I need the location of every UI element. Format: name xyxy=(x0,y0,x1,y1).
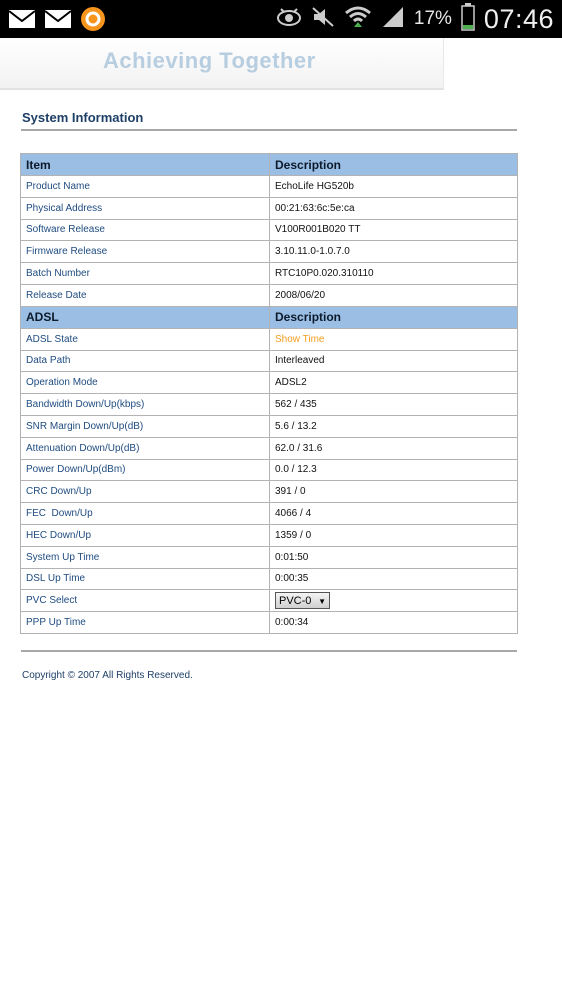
clock: 07:46 xyxy=(483,3,554,34)
table-row xyxy=(21,328,518,350)
app-icon xyxy=(80,6,106,37)
banner-slogan: Achieving Together xyxy=(103,48,316,73)
pvc-select[interactable] xyxy=(275,592,330,609)
table-row xyxy=(21,176,518,198)
table-row xyxy=(21,546,518,568)
row-value: Interleaved xyxy=(270,350,518,372)
title-divider xyxy=(21,129,517,131)
row-label: DSL Up Time xyxy=(21,568,270,590)
row-label: Data Path xyxy=(21,350,270,372)
row-value: 0.0 / 12.3 xyxy=(270,459,518,481)
table-row xyxy=(21,415,518,437)
row-label: FEC Down/Up xyxy=(21,503,270,525)
mail-icon xyxy=(44,9,72,34)
battery-fill xyxy=(463,25,473,29)
row-value: 0:00:34 xyxy=(270,612,518,634)
row-value: EchoLife HG520b xyxy=(270,176,518,198)
row-label: Batch Number xyxy=(21,263,270,285)
row-label: Attenuation Down/Up(dB) xyxy=(21,437,270,459)
row-label: SNR Margin Down/Up(dB) xyxy=(21,415,270,437)
status-bar xyxy=(0,0,562,38)
row-label: Product Name xyxy=(21,176,270,198)
row-label: Physical Address xyxy=(21,197,270,219)
table-row xyxy=(21,481,518,503)
row-value: V100R001B020 TT xyxy=(270,219,518,241)
row-label: ADSL State xyxy=(21,328,270,350)
table-row xyxy=(21,197,518,219)
row-value: 3.10.11.0-1.0.7.0 xyxy=(270,241,518,263)
table-header-row xyxy=(21,154,518,176)
row-label: CRC Down/Up xyxy=(21,481,270,503)
table-row xyxy=(21,612,518,634)
eye-icon xyxy=(276,7,302,32)
row-value: 00:21:63:6c:5e:ca xyxy=(270,197,518,219)
table-row xyxy=(21,372,518,394)
footer-divider xyxy=(21,650,517,652)
header-banner xyxy=(0,38,444,90)
row-value: 62.0 / 31.6 xyxy=(270,437,518,459)
pvc-select-value: PVC-0 xyxy=(279,595,312,608)
row-value: 562 / 435 xyxy=(270,394,518,416)
copyright-text: Copyright © 2007 All Rights Reserved. xyxy=(22,670,193,681)
table-row xyxy=(21,524,518,546)
row-label: Firmware Release xyxy=(21,241,270,263)
header-description: Description xyxy=(270,154,518,176)
row-label: Software Release xyxy=(21,219,270,241)
adsl-state-value: Show Time xyxy=(270,328,518,350)
row-label: Bandwidth Down/Up(kbps) xyxy=(21,394,270,416)
adsl-header-row xyxy=(21,306,518,328)
header-adsl: ADSL xyxy=(21,306,270,328)
wifi-icon xyxy=(344,4,372,35)
table-row xyxy=(21,284,518,306)
signal-icon xyxy=(381,5,405,34)
row-value: RTC10P0.020.310110 xyxy=(270,263,518,285)
row-value: 0:01:50 xyxy=(270,546,518,568)
dropdown-arrow-icon: ▼ xyxy=(318,597,326,607)
table-row xyxy=(21,503,518,525)
row-label: HEC Down/Up xyxy=(21,524,270,546)
table-row xyxy=(21,459,518,481)
table-row xyxy=(21,263,518,285)
row-value: 1359 / 0 xyxy=(270,524,518,546)
table-row xyxy=(21,350,518,372)
row-label: PVC Select xyxy=(21,590,270,612)
row-label: Operation Mode xyxy=(21,372,270,394)
mute-icon xyxy=(311,6,335,33)
battery-percent: 17% xyxy=(413,8,452,29)
row-value: 5.6 / 13.2 xyxy=(270,415,518,437)
row-label: PPP Up Time xyxy=(21,612,270,634)
table-row xyxy=(21,394,518,416)
header-description: Description xyxy=(270,306,518,328)
system-info-table xyxy=(20,153,518,634)
table-row xyxy=(21,590,518,612)
table-row xyxy=(21,568,518,590)
pvc-select-cell xyxy=(270,590,518,612)
mail-icon xyxy=(8,9,36,34)
row-value: 0:00:35 xyxy=(270,568,518,590)
row-value: 391 / 0 xyxy=(270,481,518,503)
row-label: Release Date xyxy=(21,284,270,306)
row-value: ADSL2 xyxy=(270,372,518,394)
table-row xyxy=(21,437,518,459)
row-label: System Up Time xyxy=(21,546,270,568)
battery-icon xyxy=(461,3,475,36)
row-value: 4066 / 4 xyxy=(270,503,518,525)
table-row xyxy=(21,219,518,241)
header-item: Item xyxy=(21,154,270,176)
row-label: Power Down/Up(dBm) xyxy=(21,459,270,481)
table-row xyxy=(21,241,518,263)
page-title: System Information xyxy=(22,110,144,125)
row-value: 2008/06/20 xyxy=(270,284,518,306)
